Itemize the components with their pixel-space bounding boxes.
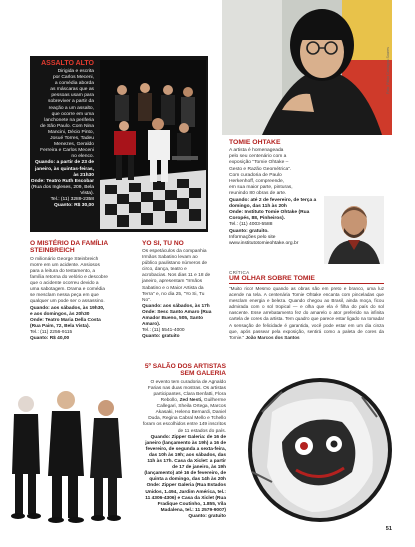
critic-photo: [324, 196, 384, 264]
yosi-info: Quando: aos sábados, às 17h Onde: Sesc Santo Amaro (Rua Amador Bueno, 505, Santo Amaro). Tel.: (11) 5541-4000 Quanto: gratuito: [142, 303, 212, 340]
yosi-block: [142, 240, 212, 340]
critica-block: [229, 270, 384, 341]
actors: [114, 83, 198, 182]
critica-author: João Marcos dos Santos: [245, 334, 300, 340]
assalto-info: Quando: a partir de 23 de janeiro, às quintas-feiras, às 21h30 Onde: Teatro Ruth Escobar (Rua dos Ingleses, 209, Bela Vista). Tel.: (11) 3289-2358 Quanto: R$ 30,00: [30, 160, 94, 209]
critica-title: UM OLHAR SOBRE TOMIE: [229, 275, 384, 284]
critica-kicker: CRÍTICA: [229, 270, 250, 275]
tomie-photo: [222, 0, 392, 135]
salao-block: [142, 363, 226, 520]
assalto-text-block: [30, 56, 98, 232]
tomie-body: A artista é homenageada pelo seu centenário com a exposição "Tomie Ohtake – Gesto e Razão Geométrica". Com curadoria de Paulo Herkenhoff, compreende, em sua maior parte, pinturas, reunindo 80 obras de arte.: [229, 148, 293, 197]
misterio-info: Quando: aos sábados, às 19h30, e aos domingos, às 20h30 Onde: Teatro Maria Della Costa (Rua Paim, 72, Bela Vista). Tel.: (11) 2256-9115 Quanto: R$ 40,00: [30, 305, 105, 342]
salao-info: Quando: Zipper Galeria: de 16 de janeiro (lançamento às 19h) a 16 de fevereiro, de segunda a sexta-feira, das 10h às 19h; aos sábados, das 11h às 17h. Casa da Xiclet: a partir de 17 de janeiro, às 19h (lançamento) até 16 de fevereiro, de quinta a domingo, das 14h às 20h Onde: Zipper Galeria (Rua Estados Unidos, 1.494, Jardim América, tel.: 11 4306-4306) e Casa da Xiclet (Rua Fradique Coutinho, 1.855, Vila Madalena, tel.: 11 2579-9007) Quanto: gratuito: [144, 434, 226, 519]
yosi-body: Os espetáculos da companhia Irmãos Sabatino levam ao público paulistano números de circo, dança, teatro e acrobacias. Nos dias 11 e 18 de janeiro, apresentam "Irmãos Sabatino e o Maior Artista da Terra" e, no dia 25, "Yo Si, Tu No".: [142, 249, 211, 303]
photo-credit: Foto: Fábio Castagna Soares: [386, 47, 390, 94]
tomie-info: Quando: até 2 de fevereiro, de terça a domingo, das 11h às 20h Onde: Instituto Tomie Ohtake (Rua Coropés, 88, Pinheiros). Tel.: (11) 4003-5588 Quanto: gratuito. Informações pelo site www.institutotomieohtake.org.br: [229, 197, 317, 247]
tomie-block: [229, 139, 321, 247]
misterio-title: O MISTÉRIO DA FAMÍLIA STEINBREICH: [30, 240, 108, 255]
yosi-title: YO SI, TU NO: [142, 240, 184, 247]
salao-title: 5º SALÃO DOS ARTISTAS SEM GALERIA: [144, 363, 226, 378]
tomie-title: TOMIE OHTAKE: [229, 139, 281, 146]
misterio-block: [30, 240, 108, 342]
critica-body: "Muito rico! Mesmo quando as obras são em preto e branco, uma luz acende na tela. A centenária Tomie Ohtake encanta com pinceladas que mesclam energia e beleza. Quando chegou ao Brasil, ainda moça, ficou admirada com o sol tropical — e olha que ela é filha do país do sol nascente. Esse arrebatamento fez do amarelo o ator preferido na infinita cartela de cores da artista. Tem quadro que parece estar ligado na tomada! A sensação de felicidade é garantida, você pode estar em um dia cinza que, após passear pela exposição, sentirá como a paleta de cores da Tomie." João Marcos dos Santos: [229, 286, 384, 340]
assalto-body: Dirigida e escrita por Carlos Meceni, a comédia aborda as máscaras que as pessoas usam para sobreviver a partir da reação a um assalto, que ocorre em uma lanchonete na periferia de São Paulo. Com Nina Mancini, Décio Pinto, Josué Torres, Tadeu Menezes, Geraldo Ferreira e Carlos Meceni no elenco.: [40, 69, 94, 160]
salao-body: O evento tem curadoria de Agnaldo Farias nas duas mostras. Os artistas participantes, Clara Benfatti, Flora Rebollo, Zed Nesti, Guilherme Callegari, Sheila Ortega, Marcos Akasaki, Heleno Bernardi, Daniel Duda, Regina Cabral Mello e Tchello foram os escolhidos entre 149 inscritos de 11 estados do país.: [142, 379, 226, 434]
salao-artwork: [232, 372, 392, 524]
assalto-photo: [100, 60, 206, 229]
performers-photo: [4, 384, 132, 524]
assalto-title: ASSALTO ALTO: [41, 60, 94, 67]
page-number: 51: [385, 526, 392, 532]
misterio-body: O milionário George Steinbreich morre em um acidente. Ansiosos para a leitura do testamento, a família retorna do velório e descobre que o acidente ocorreu devido a uma sabotagem. Drama e comédia se mesclam nessa peça em que qualquer um pode ser o assassino.: [30, 256, 108, 305]
